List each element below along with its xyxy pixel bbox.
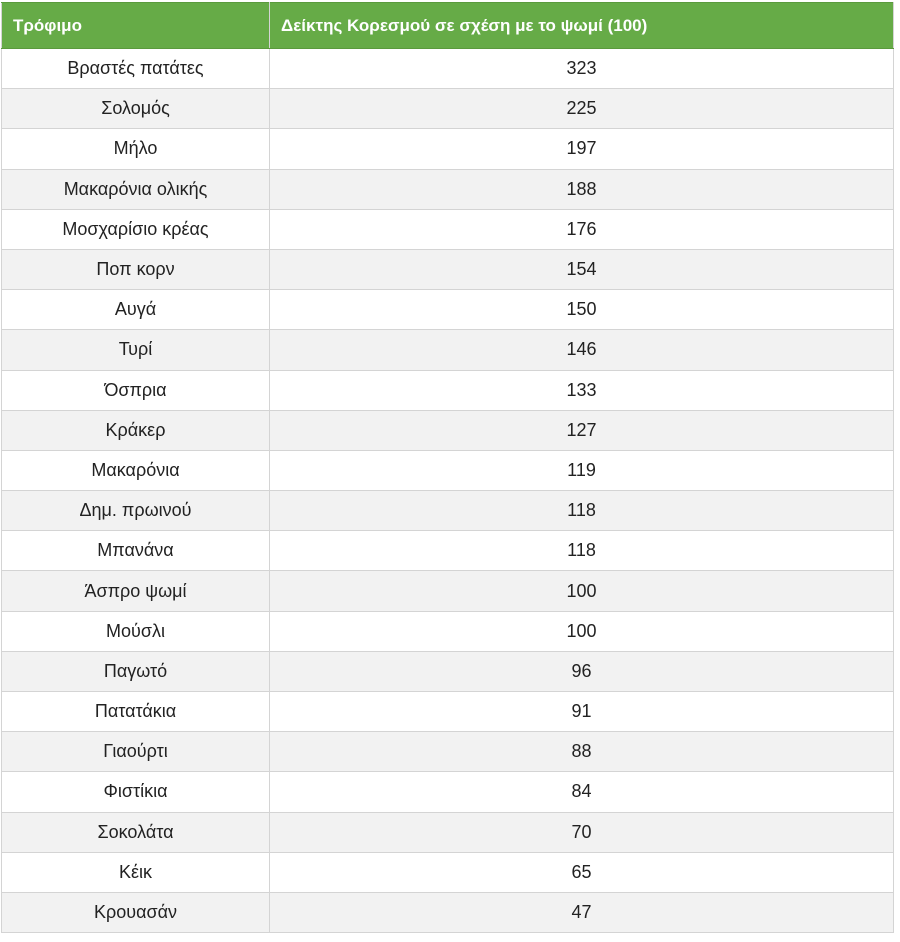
satiety-value-cell: 84 xyxy=(270,772,894,812)
food-cell: Αυγά xyxy=(2,290,270,330)
satiety-value-cell: 146 xyxy=(270,330,894,370)
satiety-value-cell: 70 xyxy=(270,812,894,852)
food-cell: Κράκερ xyxy=(2,410,270,450)
food-cell: Κέικ xyxy=(2,852,270,892)
satiety-index-table-container xyxy=(1,2,893,933)
satiety-value-cell: 127 xyxy=(270,410,894,450)
satiety-value-cell: 47 xyxy=(270,892,894,932)
food-cell: Μούσλι xyxy=(2,611,270,651)
table-row xyxy=(2,892,894,932)
table-row xyxy=(2,209,894,249)
table-row xyxy=(2,49,894,89)
satiety-index-table xyxy=(1,2,894,933)
table-row xyxy=(2,450,894,490)
satiety-value-cell: 119 xyxy=(270,450,894,490)
food-cell: Μήλο xyxy=(2,129,270,169)
table-body xyxy=(2,49,894,933)
table-row xyxy=(2,169,894,209)
food-cell: Τυρί xyxy=(2,330,270,370)
header-food: Τρόφιμο xyxy=(2,3,270,49)
satiety-value-cell: 188 xyxy=(270,169,894,209)
food-cell: Κρουασάν xyxy=(2,892,270,932)
satiety-value-cell: 225 xyxy=(270,89,894,129)
table-row xyxy=(2,290,894,330)
table-row xyxy=(2,772,894,812)
table-row xyxy=(2,491,894,531)
food-cell: Σολομός xyxy=(2,89,270,129)
table-row xyxy=(2,852,894,892)
satiety-value-cell: 100 xyxy=(270,611,894,651)
food-cell: Μακαρόνια ολικής xyxy=(2,169,270,209)
table-row xyxy=(2,611,894,651)
table-row xyxy=(2,651,894,691)
food-cell: Μακαρόνια xyxy=(2,450,270,490)
food-cell: Βραστές πατάτες xyxy=(2,49,270,89)
food-cell: Όσπρια xyxy=(2,370,270,410)
satiety-value-cell: 100 xyxy=(270,571,894,611)
food-cell: Σοκολάτα xyxy=(2,812,270,852)
food-cell: Φιστίκια xyxy=(2,772,270,812)
satiety-value-cell: 96 xyxy=(270,651,894,691)
satiety-value-cell: 91 xyxy=(270,692,894,732)
satiety-value-cell: 323 xyxy=(270,49,894,89)
satiety-value-cell: 154 xyxy=(270,249,894,289)
food-cell: Πατατάκια xyxy=(2,692,270,732)
food-cell: Μοσχαρίσιο κρέας xyxy=(2,209,270,249)
table-row xyxy=(2,732,894,772)
table-row xyxy=(2,370,894,410)
food-cell: Γιαούρτι xyxy=(2,732,270,772)
food-cell: Ποπ κορν xyxy=(2,249,270,289)
satiety-value-cell: 118 xyxy=(270,491,894,531)
table-row xyxy=(2,249,894,289)
satiety-value-cell: 88 xyxy=(270,732,894,772)
header-satiety-index: Δείκτης Κορεσμού σε σχέση με το ψωμί (100) xyxy=(270,3,894,49)
table-row xyxy=(2,692,894,732)
satiety-value-cell: 176 xyxy=(270,209,894,249)
table-row xyxy=(2,89,894,129)
satiety-value-cell: 65 xyxy=(270,852,894,892)
food-cell: Μπανάνα xyxy=(2,531,270,571)
table-row xyxy=(2,410,894,450)
table-row xyxy=(2,330,894,370)
food-cell: Άσπρο ψωμί xyxy=(2,571,270,611)
food-cell: Παγωτό xyxy=(2,651,270,691)
food-cell: Δημ. πρωινού xyxy=(2,491,270,531)
table-row xyxy=(2,531,894,571)
header-row xyxy=(2,3,894,49)
satiety-value-cell: 118 xyxy=(270,531,894,571)
table-row xyxy=(2,812,894,852)
table-row xyxy=(2,129,894,169)
satiety-value-cell: 133 xyxy=(270,370,894,410)
satiety-value-cell: 150 xyxy=(270,290,894,330)
table-header xyxy=(2,3,894,49)
satiety-value-cell: 197 xyxy=(270,129,894,169)
table-row xyxy=(2,571,894,611)
